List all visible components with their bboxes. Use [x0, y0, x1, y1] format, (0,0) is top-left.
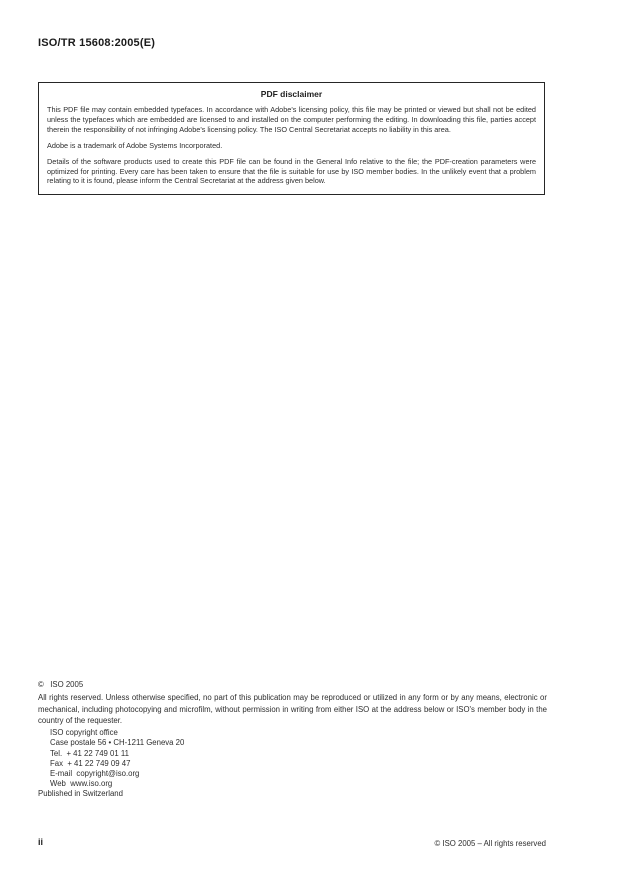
address-line-office: ISO copyright office [50, 728, 118, 737]
rights-reserved-paragraph: All rights reserved. Unless otherwise specified, no part of this publication may be reproduced or utilized in any form or by any means, electronic or mechanical, including photocopying and microfilm, without permission in writing from either ISO at the address below or ISO's member body in the country of the requester. [38, 693, 547, 726]
page-number: ii [38, 837, 44, 847]
iso-address-block [50, 728, 184, 790]
address-line-tel: Tel. + 41 22 749 01 11 [50, 748, 129, 758]
published-note: Published in Switzerland [38, 789, 123, 798]
address-line-email: E-mail copyright@iso.org [50, 769, 140, 779]
address-line-postal: Case postale 56 • CH-1211 Geneva 20 [50, 738, 185, 748]
disclaimer-title: PDF disclaimer [260, 89, 323, 99]
address-line-web: Web www.iso.org [50, 779, 113, 789]
disclaimer-paragraph: Details of the software products used to create this PDF file can be found in the General Info relative to the file; the PDF-creation parameters were optimized for printing. Every care has been taken to ensure that the file is suitable for use by ISO member bodies. In the unlikely event that a problem relating to it is found, please inform the Central Secretariat at the address given below. [47, 156, 536, 186]
copyright-line: © ISO 2005 [38, 680, 84, 689]
footer-copyright: © ISO 2005 – All rights reserved [434, 839, 546, 848]
pdf-disclaimer-box [38, 82, 545, 195]
disclaimer-paragraph: This PDF file may contain embedded typefaces. In accordance with Adobe's licensing policy, this file may be printed or viewed but shall not be edited unless the typefaces which are embedded are licensed to and installed on the computer performing the editing. In downloading this file, parties accept therein the responsibility of not infringing Adobe's licensing policy. The ISO Central Secretariat accepts no liability in this area. [47, 105, 536, 134]
document-reference: ISO/TR 15608:2005(E) [38, 37, 156, 49]
disclaimer-paragraph: Adobe is a trademark of Adobe Systems Incorporated. [47, 140, 223, 150]
address-line-fax: Fax + 41 22 749 09 47 [50, 758, 131, 768]
